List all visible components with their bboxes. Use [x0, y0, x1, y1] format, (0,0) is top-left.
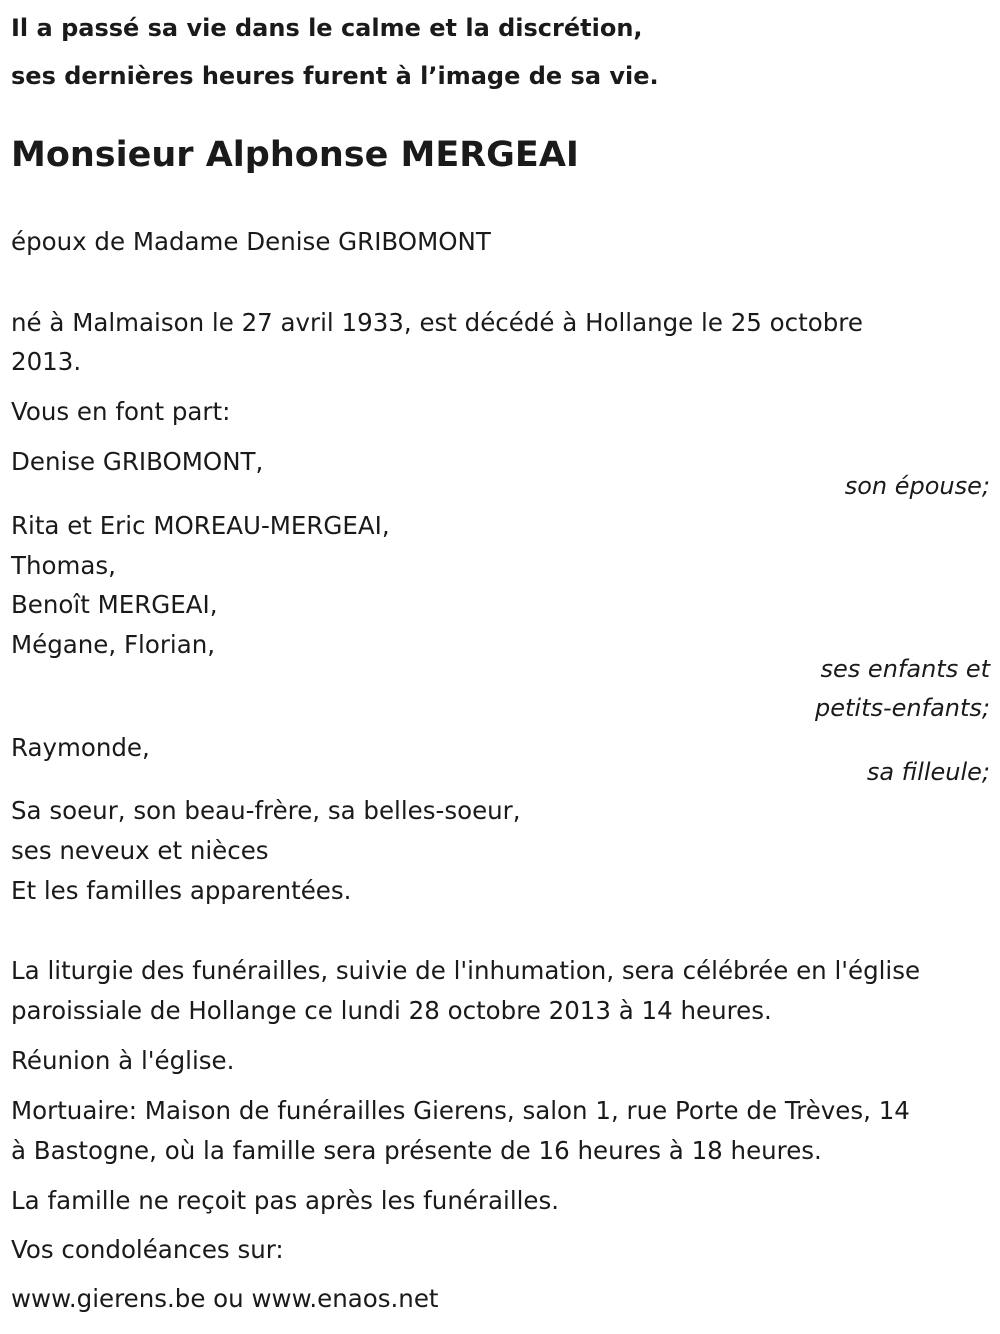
mortuary-line-1: Mortuaire: Maison de funérailles Gierens, salon 1, rue Porte de Trèves, 14 — [11, 1096, 910, 1125]
no-reception-line: La famille ne reçoit pas après les funérailles. — [11, 1186, 560, 1215]
liturgy-line-1: La liturgie des funérailles, suivie de l'inhumation, sera célébrée en l'église — [11, 956, 921, 985]
epitaph-line-1: Il a passé sa vie dans le calme et la discrétion, — [11, 14, 643, 42]
relation-label: ses enfants et — [820, 655, 990, 683]
liturgy-line-2: paroissiale de Hollange ce lundi 28 octobre 2013 à 14 heures. — [11, 996, 772, 1025]
epitaph-line-2: ses dernières heures furent à l’image de sa vie. — [11, 62, 659, 90]
relation-label: sa filleule; — [866, 758, 990, 786]
family-member-name: Benoît MERGEAI, — [11, 590, 218, 619]
meeting-line: Réunion à l'église. — [11, 1046, 235, 1075]
announcement-intro: Vous en font part: — [11, 397, 231, 426]
condolences-sites: www.gierens.be ou www.enaos.net — [11, 1284, 439, 1313]
mortuary-line-2: à Bastogne, où la famille sera présente de 16 heures à 18 heures. — [11, 1136, 822, 1165]
relation-label: son épouse; — [844, 472, 990, 500]
spouse-line: époux de Madame Denise GRIBOMONT — [11, 227, 491, 256]
extended-family-line: Sa soeur, son beau-frère, sa belles-soeur, — [11, 796, 521, 825]
family-member-name: Rita et Eric MOREAU-MERGEAI, — [11, 511, 390, 540]
birth-death-line-1: né à Malmaison le 27 avril 1933, est décédé à Hollange le 25 octobre — [11, 308, 863, 337]
condolences-label: Vos condoléances sur: — [11, 1235, 284, 1264]
extended-family-line: ses neveux et nièces — [11, 836, 269, 865]
birth-death-line-2: 2013. — [11, 347, 82, 376]
family-member-name: Denise GRIBOMONT, — [11, 447, 264, 476]
family-member-name: Raymonde, — [11, 733, 150, 762]
family-member-name: Mégane, Florian, — [11, 630, 216, 659]
relation-label: petits-enfants; — [815, 694, 990, 722]
family-member-name: Thomas, — [11, 551, 116, 580]
deceased-name: Monsieur Alphonse MERGEAI — [11, 135, 579, 175]
extended-family-line: Et les familles apparentées. — [11, 876, 352, 905]
